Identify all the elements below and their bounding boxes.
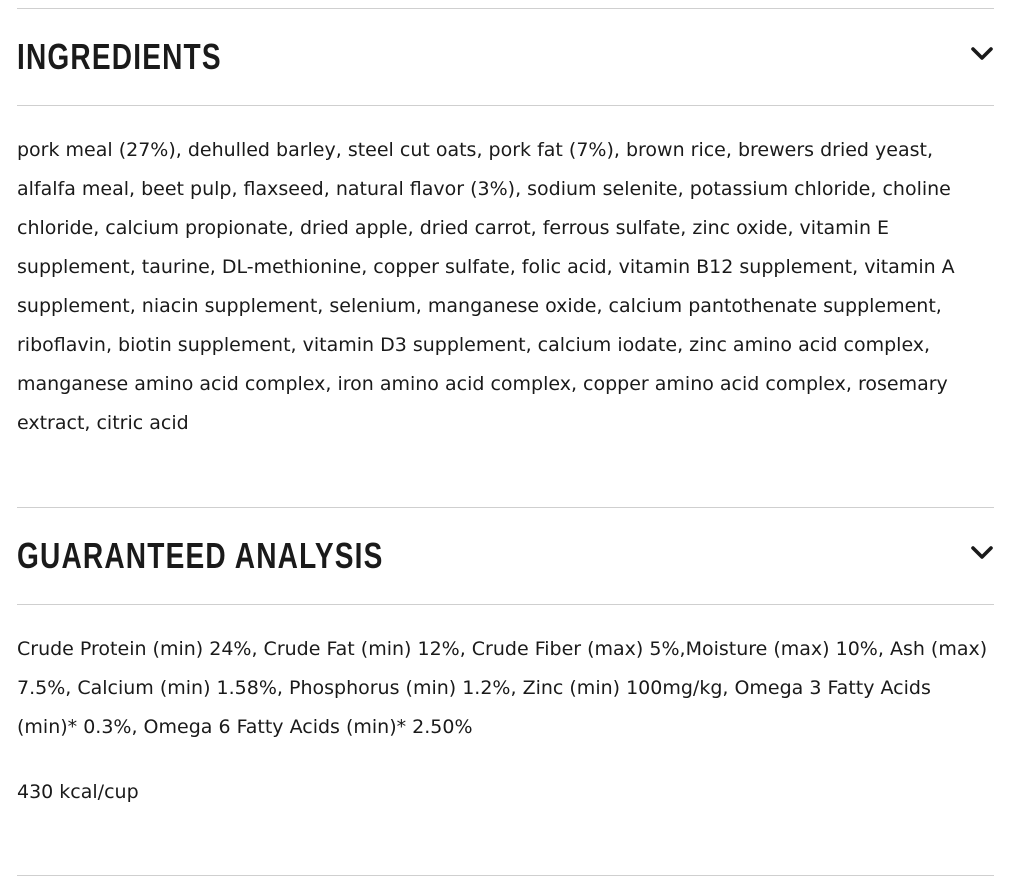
chevron-down-icon[interactable] [970,46,994,62]
guaranteed-analysis-header[interactable] [17,508,994,604]
calorie-content: 430 kcal/cup [17,781,139,803]
product-details-accordion [17,0,994,876]
ingredients-header[interactable] [17,9,994,105]
guaranteed-analysis-text: Crude Protein (min) 24%, Crude Fat (min) 12%, Crude Fiber (max) 5%,Moisture (max) 10%, Ash (max) 7.5%, Calcium (min) 1.58%, Phosphorus (min) 1.2%, Zinc (min) 100mg/kg, Omega 3 Fatty Acids (min)* 0.3%, Omega 6 Fatty Acids (min)* 2.50% [17,638,988,738]
chevron-down-icon[interactable] [970,545,994,561]
ingredients-panel [17,106,994,507]
guaranteed-analysis-title: GUARANTEED ANALYSIS [17,535,384,576]
ingredients-text: pork meal (27%), dehulled barley, steel cut oats, pork fat (7%), brown rice, brewers dried yeast, alfalfa meal, beet pulp, flaxseed, natural flavor (3%), sodium selenite, potassium chloride, choline chloride, calcium propionate, dried apple, dried carrot, ferrous sulfate, zinc oxide, vitamin E supplement, taurine, DL-methionine, copper sulfate, folic acid, vitamin B12 supplement, vitamin A supplement, niacin supplement, selenium, manganese oxide, calcium pantothenate supplement, riboflavin, biotin supplement, vitamin D3 supplement, calcium iodate, zinc amino acid complex, manganese amino acid complex, iron amino acid complex, copper amino acid complex, rosemary extract, citric acid [17,139,955,434]
ingredients-title: INGREDIENTS [17,36,222,77]
guaranteed-analysis-panel [17,605,994,875]
